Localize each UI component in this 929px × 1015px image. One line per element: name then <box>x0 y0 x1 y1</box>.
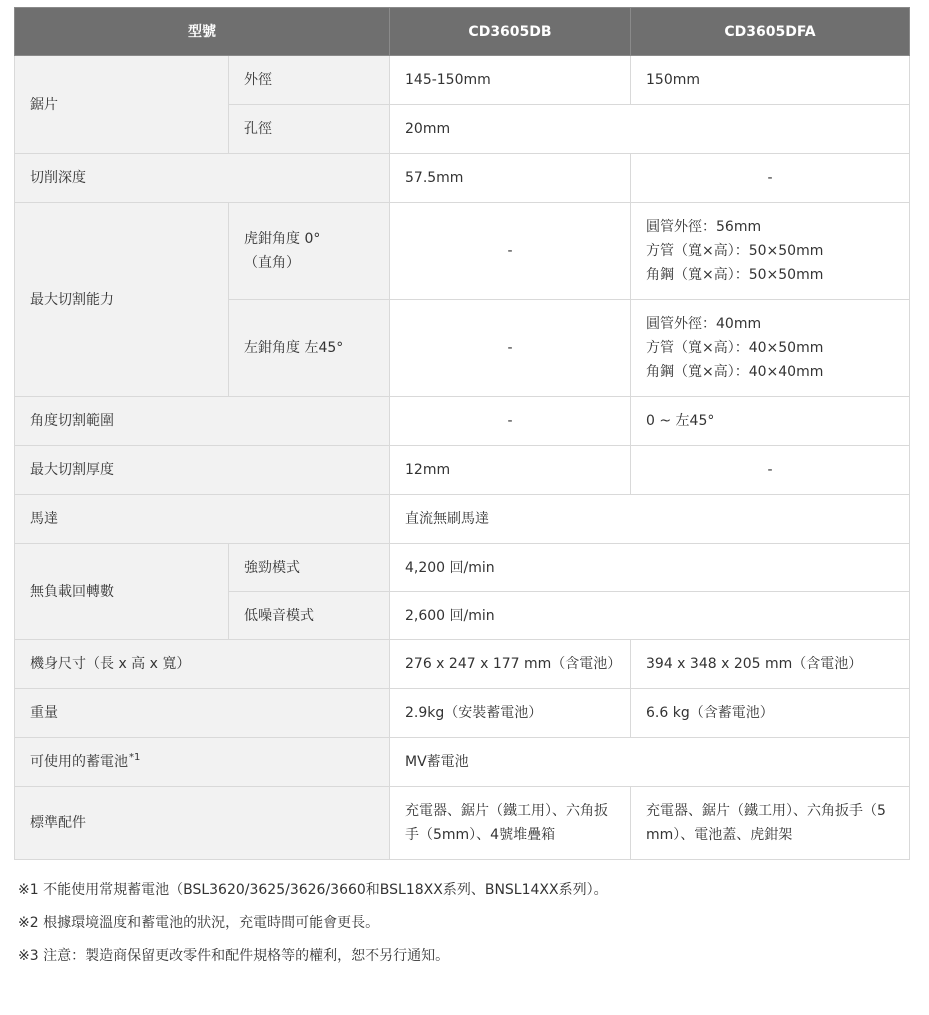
value-line: 手（5mm）、4號堆疊箱 <box>405 827 556 843</box>
label-max-thickness: 最大切割厚度 <box>15 446 390 495</box>
value-strong-mode: 4,200 回/min <box>390 544 910 592</box>
value-line: 角鋼（寬×高）：40×40mm <box>646 364 824 380</box>
value-vise-0-dfa <box>631 203 910 300</box>
value-bore: 20mm <box>390 105 910 154</box>
value-line: 圓管外徑：40mm <box>646 316 762 332</box>
label-max-cut: 最大切割能力 <box>15 203 229 397</box>
value-angle-range-db: - <box>390 397 631 446</box>
value-cut-depth-db: 57.5mm <box>390 154 631 203</box>
value-outer-diameter-dfa: 150mm <box>631 56 910 105</box>
table-row <box>15 56 910 105</box>
value-vise-0-db: - <box>390 203 631 300</box>
label-saw-blade: 鋸片 <box>15 56 229 154</box>
label-outer-diameter: 外徑 <box>229 56 390 105</box>
label-vise-0-line2: （直角） <box>244 255 300 271</box>
value-battery: MV蓄電池 <box>390 738 910 787</box>
value-dimensions-db: 276 x 247 x 177 mm（含電池） <box>390 640 631 689</box>
label-battery <box>15 738 390 787</box>
table-row <box>15 787 910 860</box>
value-vise-45-dfa <box>631 300 910 397</box>
value-dimensions-dfa: 394 x 348 x 205 mm（含電池） <box>631 640 910 689</box>
value-line: mm）、電池蓋、虎鉗架 <box>646 827 793 843</box>
value-outer-diameter-db: 145-150mm <box>390 56 631 105</box>
value-cut-depth-dfa: - <box>631 154 910 203</box>
value-angle-range-dfa: 0 ~ 左45° <box>631 397 910 446</box>
label-vise-45: 左鉗角度 左45° <box>229 300 390 397</box>
value-weight-dfa: 6.6 kg（含蓄電池） <box>631 689 910 738</box>
table-row <box>15 203 910 300</box>
footnote-2: ※2 根據環境溫度和蓄電池的狀況，充電時間可能會更長。 <box>18 915 380 931</box>
table-row <box>15 689 910 738</box>
header-cd3605db: CD3605DB <box>390 8 631 56</box>
value-line: 方管（寬×高）：50×50mm <box>646 243 824 259</box>
label-motor: 馬達 <box>15 495 390 544</box>
value-max-thickness-db: 12mm <box>390 446 631 495</box>
value-motor: 直流無刷馬達 <box>390 495 910 544</box>
label-accessories: 標準配件 <box>15 787 390 860</box>
label-dimensions: 機身尺寸（長 x 高 x 寬） <box>15 640 390 689</box>
label-vise-0-line1: 虎鉗角度 0° <box>244 231 321 247</box>
value-weight-db: 2.9kg（安裝蓄電池） <box>390 689 631 738</box>
value-line: 方管（寬×高）：40×50mm <box>646 340 824 356</box>
label-vise-0 <box>229 203 390 300</box>
value-accessories-dfa <box>631 787 910 860</box>
table-row <box>15 738 910 787</box>
footnote-3: ※3 注意：製造商保留更改零件和配件規格等的權利，恕不另行通知。 <box>18 948 450 964</box>
label-weight: 重量 <box>15 689 390 738</box>
table-row <box>15 154 910 203</box>
table-row <box>15 397 910 446</box>
footnote-1: ※1 不能使用常規蓄電池（BSL3620/3625/3626/3660和BSL18XX系列、BNSL14XX系列）。 <box>18 882 608 898</box>
value-max-thickness-dfa: - <box>631 446 910 495</box>
header-cd3605dfa: CD3605DFA <box>631 8 910 56</box>
value-line: 充電器、鋸片（鐵工用）、六角扳 <box>405 803 608 819</box>
footnote-marker: *1 <box>129 752 141 764</box>
label-quiet-mode: 低噪音模式 <box>229 592 390 640</box>
header-row <box>15 8 910 56</box>
table-row <box>15 446 910 495</box>
spec-table <box>14 7 910 860</box>
table-row <box>15 544 910 592</box>
label-no-load-speed: 無負載回轉數 <box>15 544 229 640</box>
value-line: 充電器、鋸片（鐵工用）、六角扳手（5 <box>646 803 886 819</box>
label-strong-mode: 強勁模式 <box>229 544 390 592</box>
value-vise-45-db: - <box>390 300 631 397</box>
label-battery-text: 可使用的蓄電池 <box>30 754 128 770</box>
footnotes <box>18 878 908 977</box>
value-quiet-mode: 2,600 回/min <box>390 592 910 640</box>
value-line: 角鋼（寬×高）：50×50mm <box>646 267 824 283</box>
table-row <box>15 640 910 689</box>
label-cut-depth: 切削深度 <box>15 154 390 203</box>
label-angle-range: 角度切割範圍 <box>15 397 390 446</box>
value-line: 圓管外徑：56mm <box>646 219 762 235</box>
value-accessories-db <box>390 787 631 860</box>
label-bore: 孔徑 <box>229 105 390 154</box>
header-model: 型號 <box>15 8 390 56</box>
table-row <box>15 495 910 544</box>
